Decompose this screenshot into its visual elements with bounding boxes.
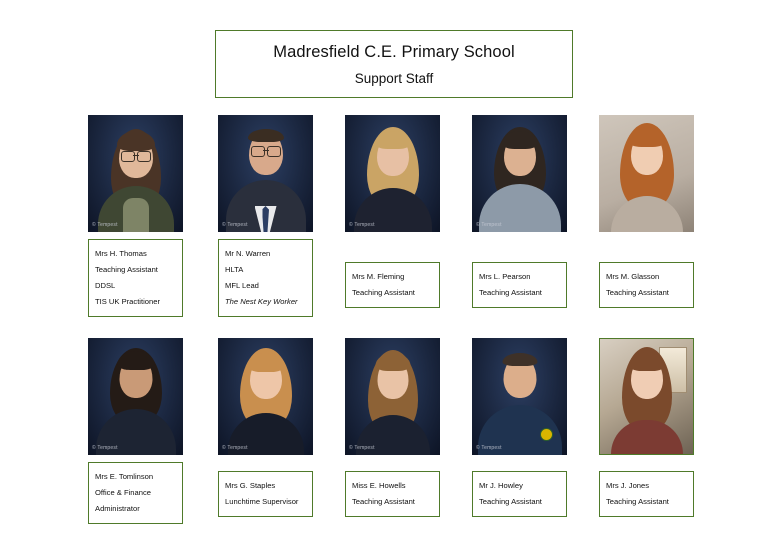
staff-role-1: Teaching Assistant xyxy=(352,497,415,506)
staff-name: Mrs M. Glasson xyxy=(606,272,660,281)
photo-watermark: © Tempest xyxy=(222,445,248,451)
staff-name: Mrs M. Fleming xyxy=(352,272,405,281)
photo-watermark: © Tempest xyxy=(476,222,502,228)
staff-role-1: Teaching Assistant xyxy=(606,497,669,506)
staff-info-mrs-m-fleming xyxy=(345,262,440,308)
staff-role-1: Teaching Assistant xyxy=(606,288,669,297)
staff-card-mrs-e-tomlinson xyxy=(88,338,183,524)
staff-info-mrs-m-glasson xyxy=(599,262,694,308)
staff-info-mrs-g-staples xyxy=(218,471,313,517)
staff-role-3: The Nest Key Worker xyxy=(225,297,298,306)
staff-name: Mr J. Howley xyxy=(479,481,523,490)
portrait-mrs-m-fleming xyxy=(345,115,440,232)
staff-name: Mrs E. Tomlinson xyxy=(95,472,154,481)
portrait-mrs-e-tomlinson xyxy=(88,338,183,455)
school-badge-icon xyxy=(540,428,553,441)
staff-role-1: Office & Finance xyxy=(95,488,151,497)
portrait-mrs-m-glasson xyxy=(599,115,694,232)
staff-info-mrs-e-tomlinson xyxy=(88,462,183,524)
staff-info-mrs-h-thomas xyxy=(88,239,183,317)
photo-watermark: © Tempest xyxy=(222,222,248,228)
page-subtitle: Support Staff xyxy=(354,70,434,86)
staff-info-mrs-l-pearson xyxy=(472,262,567,308)
staff-name: Mrs L. Pearson xyxy=(479,272,531,281)
portrait-mr-n-warren xyxy=(218,115,313,232)
staff-name: Mrs G. Staples xyxy=(225,481,276,490)
staff-role-1: Teaching Assistant xyxy=(352,288,415,297)
staff-info-mr-n-warren xyxy=(218,239,313,317)
photo-watermark: © Tempest xyxy=(476,445,502,451)
staff-card-mrs-j-jones xyxy=(599,338,694,517)
staff-info-miss-e-howells xyxy=(345,471,440,517)
portrait-mrs-j-jones xyxy=(599,338,694,455)
staff-name: Mrs H. Thomas xyxy=(95,249,147,258)
staff-role-1: Teaching Assistant xyxy=(479,288,542,297)
photo-watermark: © Tempest xyxy=(349,222,375,228)
staff-role-1: Teaching Assistant xyxy=(95,265,158,274)
staff-role-2: DDSL xyxy=(95,281,116,290)
staff-card-mrs-m-fleming xyxy=(345,115,440,308)
staff-name: Mrs J. Jones xyxy=(606,481,650,490)
page-title: Madresfield C.E. Primary School xyxy=(273,42,515,61)
portrait-mrs-g-staples xyxy=(218,338,313,455)
staff-card-mrs-h-thomas xyxy=(88,115,183,317)
staff-role-2: Administrator xyxy=(95,504,140,513)
photo-watermark: © Tempest xyxy=(349,445,375,451)
staff-name: Mr N. Warren xyxy=(225,249,271,258)
portrait-mrs-l-pearson xyxy=(472,115,567,232)
staff-name: Miss E. Howells xyxy=(352,481,406,490)
staff-card-mr-j-howley xyxy=(472,338,567,517)
staff-card-mrs-g-staples xyxy=(218,338,313,517)
portrait-mrs-h-thomas xyxy=(88,115,183,232)
portrait-mr-j-howley xyxy=(472,338,567,455)
staff-info-mr-j-howley xyxy=(472,471,567,517)
staff-card-mr-n-warren xyxy=(218,115,313,317)
staff-card-mrs-m-glasson xyxy=(599,115,694,308)
photo-watermark: © Tempest xyxy=(92,222,118,228)
staff-role-1: HLTA xyxy=(225,265,244,274)
portrait-miss-e-howells xyxy=(345,338,440,455)
staff-card-mrs-l-pearson xyxy=(472,115,567,308)
staff-role-1: Teaching Assistant xyxy=(479,497,542,506)
staff-card-miss-e-howells xyxy=(345,338,440,517)
staff-role-2: MFL Lead xyxy=(225,281,259,290)
staff-role-1: Lunchtime Supervisor xyxy=(225,497,299,506)
staff-info-mrs-j-jones xyxy=(599,471,694,517)
staff-role-3: TIS UK Practitioner xyxy=(95,297,160,306)
photo-watermark: © Tempest xyxy=(92,445,118,451)
